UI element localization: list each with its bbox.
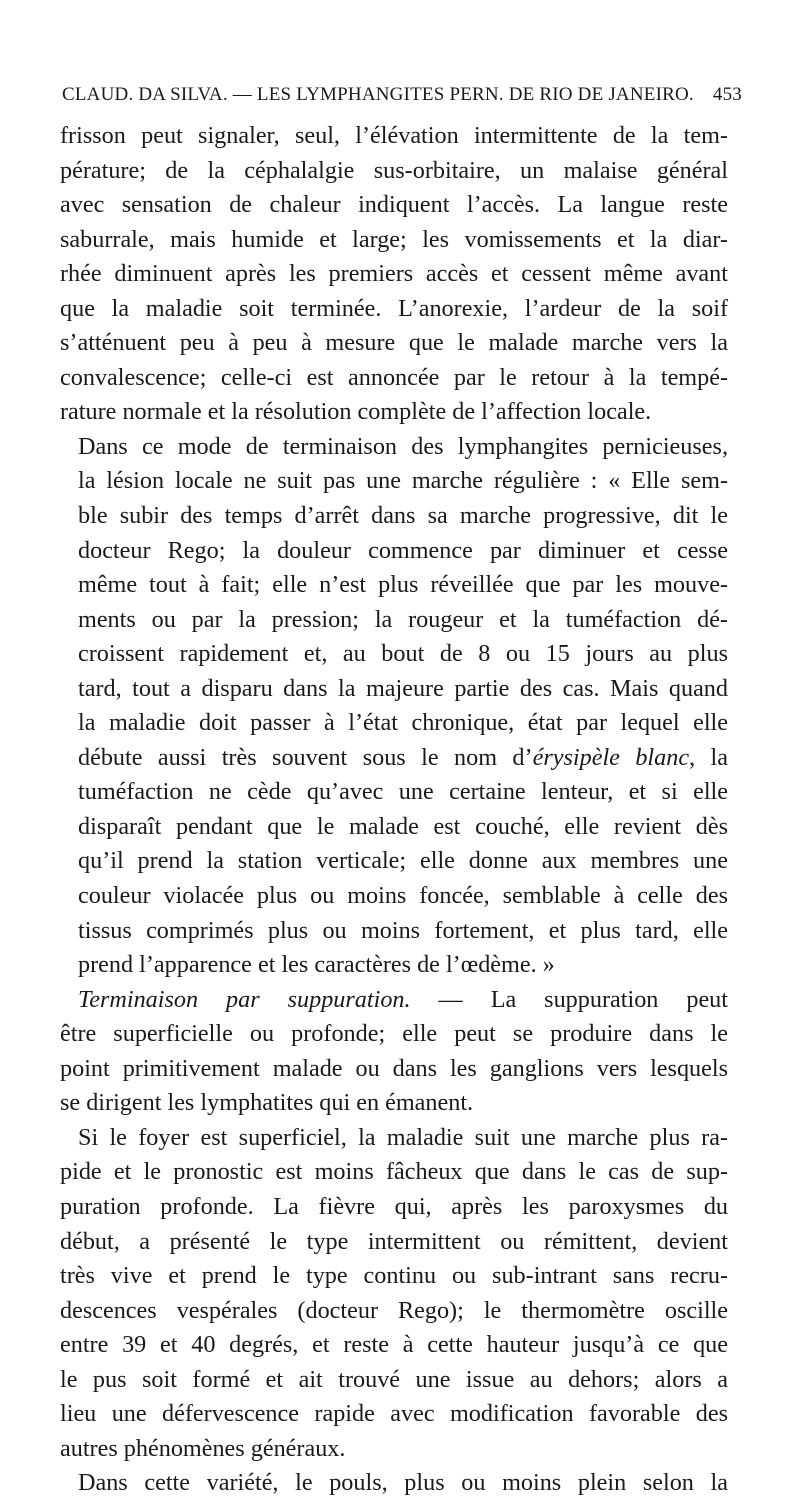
text-line: qu’il prend la station verticale; elle donne aux membres une bbox=[78, 847, 728, 875]
text-line: Dans cette variété, le pouls, plus ou moins plein selon la bbox=[78, 1469, 728, 1497]
text-fragment: débute aussi très souvent sous le nom d’ bbox=[78, 743, 533, 771]
text-line: saburrale, mais humide et large; les vomissements et la diar- bbox=[60, 225, 728, 253]
text-line: croissent rapidement et, au bout de 8 ou 15 jours au plus bbox=[78, 640, 728, 668]
text-line: lieu une défervescence rapide avec modification favorable des bbox=[60, 1400, 728, 1428]
text-line: être superficielle ou profonde; elle peut se produire dans le bbox=[60, 1020, 728, 1048]
italic-term: érysipèle blanc bbox=[532, 743, 690, 771]
text-line: tuméfaction ne cède qu’avec une certaine lenteur, et si elle bbox=[78, 778, 728, 806]
text-line: pérature; de la céphalalgie sus-orbitaire, un malaise général bbox=[60, 156, 728, 184]
text-line: point primitivement malade ou dans les ganglions vers lesquels bbox=[60, 1054, 728, 1082]
text-line: le pus soit formé et ait trouvé une issue au dehors; alors a bbox=[60, 1365, 728, 1393]
text-line: la maladie doit passer à l’état chronique, état par lequel elle bbox=[78, 709, 728, 737]
paragraph-3 bbox=[60, 983, 728, 1121]
text-line: Si le foyer est superficiel, la maladie suit une marche plus ra- bbox=[78, 1123, 728, 1151]
text-line: pide et le pronostic est moins fâcheux que dans le cas de sup- bbox=[60, 1158, 728, 1186]
body-text bbox=[60, 119, 728, 1501]
text-line: tissus comprimés plus ou moins fortement, et plus tard, elle bbox=[78, 916, 728, 944]
section-heading-line bbox=[60, 983, 728, 1018]
text-line: s’atténuent peu à peu à mesure que le malade marche vers la bbox=[60, 329, 728, 357]
text-line: la lésion locale ne suit pas une marche régulière : « Elle sem- bbox=[78, 467, 728, 495]
text-line: se dirigent les lymphatites qui en émanent. bbox=[60, 1089, 474, 1117]
text-line: entre 39 et 40 degrés, et reste à cette hauteur jusqu’à ce que bbox=[60, 1331, 728, 1359]
paragraph-4 bbox=[60, 1121, 728, 1466]
text-line: rhée diminuent après les premiers accès et cessent même avant bbox=[60, 260, 728, 288]
text-line: frisson peut signaler, seul, l’élévation intermittente de la tem- bbox=[60, 122, 728, 149]
text-line: ble subir des temps d’arrêt dans sa marche progressive, dit le bbox=[78, 502, 728, 530]
text-line: très vive et prend le type continu ou sub-intrant sans recru- bbox=[60, 1262, 728, 1290]
text-fragment: — La suppuration peut bbox=[410, 985, 728, 1013]
running-header bbox=[62, 84, 742, 106]
text-line: prend l’apparence et les caractères de l’œdème. » bbox=[78, 951, 555, 979]
text-line: Dans ce mode de terminaison des lymphangites pernicieuses, bbox=[78, 432, 728, 460]
text-fragment: , la bbox=[689, 743, 728, 771]
paragraph-1 bbox=[60, 119, 728, 430]
text-line: que la maladie soit terminée. L’anorexie, l’ardeur de la soif bbox=[60, 294, 728, 322]
running-title: CLAUD. DA SILVA. — LES LYMPHANGITES PERN. DE RIO DE JANEIRO. bbox=[62, 84, 694, 105]
paragraph-2 bbox=[60, 430, 728, 983]
text-line: autres phénomènes généraux. bbox=[60, 1434, 346, 1462]
text-line: docteur Rego; la douleur commence par diminuer et cesse bbox=[78, 536, 728, 564]
text-line: rature normale et la résolution complète de l’affection locale. bbox=[60, 398, 652, 426]
text-line: tard, tout a disparu dans la majeure partie des cas. Mais quand bbox=[78, 674, 728, 702]
text-line: couleur violacée plus ou moins foncée, semblable à celle des bbox=[78, 882, 728, 910]
text-line: disparaît pendant que le malade est couché, elle revient dès bbox=[78, 812, 728, 840]
text-line: début, a présenté le type intermittent ou rémittent, devient bbox=[60, 1227, 728, 1255]
text-line: descences vespérales (docteur Rego); le thermomètre oscille bbox=[60, 1296, 728, 1324]
paragraph-5 bbox=[60, 1466, 728, 1501]
text-line: avec sensation de chaleur indiquent l’accès. La langue reste bbox=[60, 191, 728, 219]
section-heading: Terminaison par suppuration. bbox=[78, 985, 411, 1013]
text-line: puration profonde. La fièvre qui, après les paroxysmes du bbox=[60, 1192, 728, 1220]
text-line: ments ou par la pression; la rougeur et la tuméfaction dé- bbox=[78, 605, 728, 633]
page-number: 453 bbox=[712, 84, 742, 105]
text-line: même tout à fait; elle n’est plus réveillée que par les mouve- bbox=[78, 571, 728, 599]
text-line: convalescence; celle-ci est annoncée par le retour à la tempé- bbox=[60, 363, 728, 391]
text-line-with-italic bbox=[60, 741, 728, 776]
